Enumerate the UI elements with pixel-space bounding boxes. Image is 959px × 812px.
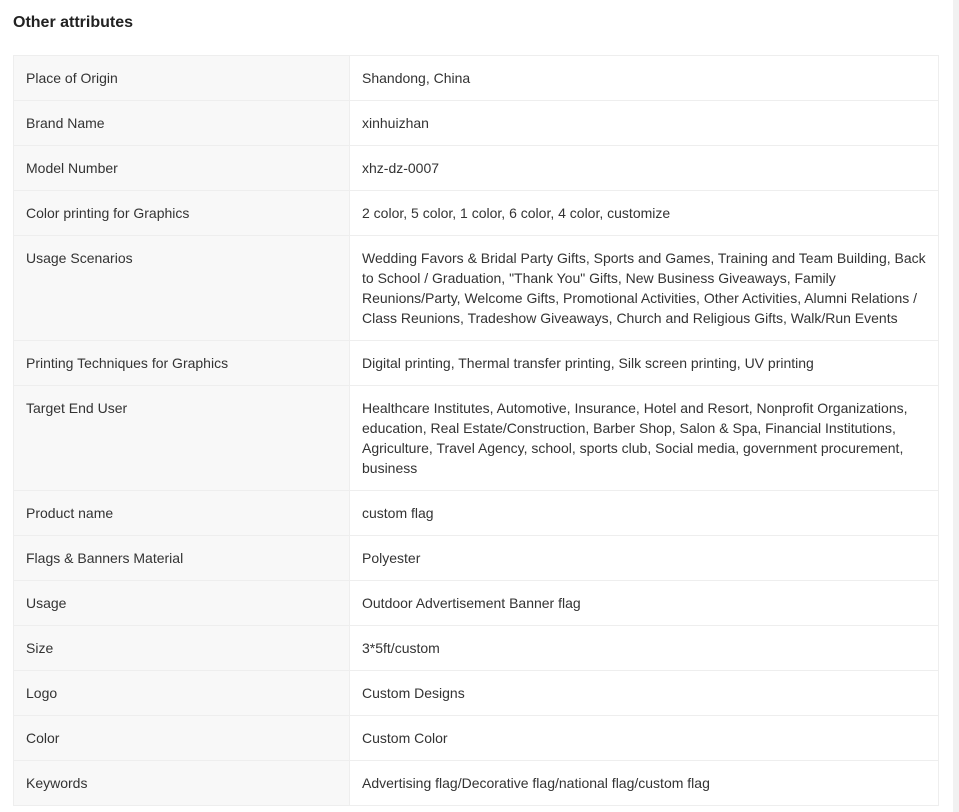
attribute-value: custom flag: [350, 491, 939, 536]
attribute-value: Polyester: [350, 536, 939, 581]
attribute-name: Brand Name: [14, 101, 350, 146]
attributes-table: [13, 55, 939, 806]
attribute-value: Advertising flag/Decorative flag/national flag/custom flag: [350, 761, 939, 806]
table-row: [14, 761, 939, 806]
attribute-name: Flags & Banners Material: [14, 536, 350, 581]
table-row: [14, 146, 939, 191]
attribute-name: Printing Techniques for Graphics: [14, 341, 350, 386]
table-row: [14, 236, 939, 341]
table-row: [14, 491, 939, 536]
attribute-name: Model Number: [14, 146, 350, 191]
attribute-name: Usage: [14, 581, 350, 626]
attribute-name: Product name: [14, 491, 350, 536]
attribute-name: Color printing for Graphics: [14, 191, 350, 236]
attribute-value: Healthcare Institutes, Automotive, Insurance, Hotel and Resort, Nonprofit Organizations, education, Real Estate/Construction, Barber Shop, Salon & Spa, Financial Institutions, Agriculture, Travel Agency, school, sports club, Social media, government procurement, business: [350, 386, 939, 491]
table-row: [14, 191, 939, 236]
attribute-value: Outdoor Advertisement Banner flag: [350, 581, 939, 626]
attribute-value: Custom Color: [350, 716, 939, 761]
attribute-value: 3*5ft/custom: [350, 626, 939, 671]
table-row: [14, 101, 939, 146]
attribute-name: Color: [14, 716, 350, 761]
attribute-name: Target End User: [14, 386, 350, 491]
attribute-value: Wedding Favors & Bridal Party Gifts, Sports and Games, Training and Team Building, Back to School / Graduation, "Thank You" Gifts, New Business Giveaways, Family Reunions/Party, Welcome Gifts, Promotional Activities, Other Activities, Alumni Relations / Class Reunions, Tradeshow Giveaways, Church and Religious Gifts, Walk/Run Events: [350, 236, 939, 341]
attribute-name: Place of Origin: [14, 56, 350, 101]
table-row: [14, 581, 939, 626]
table-row: [14, 671, 939, 716]
attribute-name: Usage Scenarios: [14, 236, 350, 341]
attribute-value: Digital printing, Thermal transfer printing, Silk screen printing, UV printing: [350, 341, 939, 386]
table-row: [14, 626, 939, 671]
attribute-value: xhz-dz-0007: [350, 146, 939, 191]
attribute-value: Custom Designs: [350, 671, 939, 716]
section-title: Other attributes: [13, 14, 134, 31]
attribute-value: 2 color, 5 color, 1 color, 6 color, 4 color, customize: [350, 191, 939, 236]
scrollbar[interactable]: [953, 0, 959, 812]
table-row: [14, 536, 939, 581]
attribute-value: xinhuizhan: [350, 101, 939, 146]
table-row: [14, 341, 939, 386]
table-row: [14, 56, 939, 101]
attribute-name: Size: [14, 626, 350, 671]
attribute-name: Logo: [14, 671, 350, 716]
attribute-value: Shandong, China: [350, 56, 939, 101]
attribute-name: Keywords: [14, 761, 350, 806]
table-row: [14, 386, 939, 491]
table-row: [14, 716, 939, 761]
attributes-table-body: [14, 56, 939, 806]
